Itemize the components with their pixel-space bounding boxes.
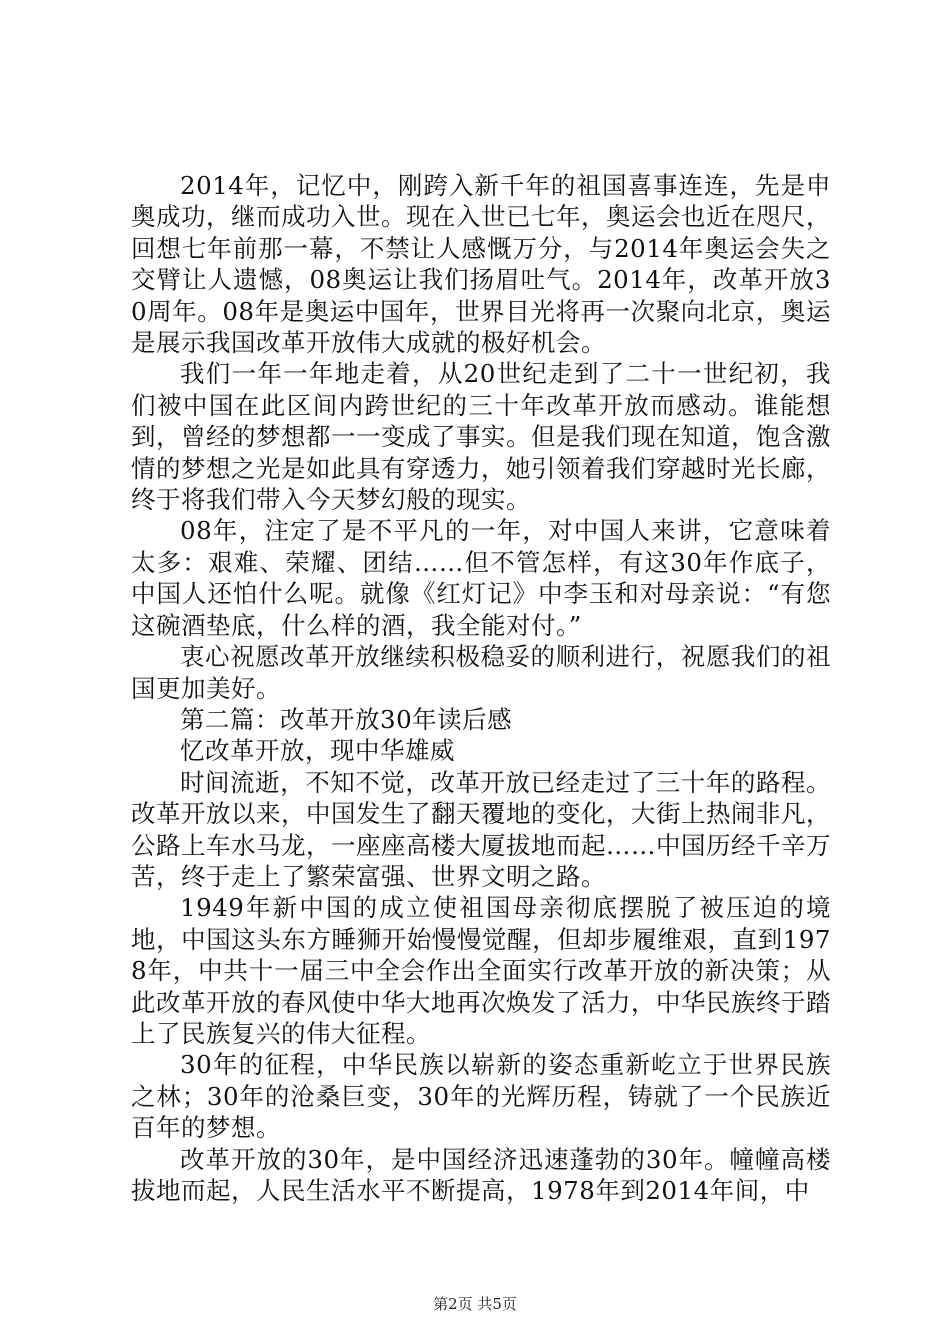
paragraph: 衷心祝愿改革开放继续积极稳妥的顺利进行，祝愿我们的祖国更加美好。 <box>131 642 831 703</box>
section-heading: 第二篇：改革开放30年读后感 <box>180 704 513 734</box>
paragraph: 1949年新中国的成立使祖国母亲彻底摆脱了被压迫的境地，中国这头东方睡狮开始慢慢觉醒，但却步履维艰，直到1978年，中共十一届三中全会作出全面实行改革开放的新决策；从此改革开放的春风使中华大地再次焕发了活力，中华民族终于踏上了民族复兴的伟大征程。 <box>131 893 831 1048</box>
page-number-footer: 第2页 共5页 <box>433 1295 517 1313</box>
paragraph: 我们一年一年地走着，从20世纪走到了二十一世纪初，我们被中国在此区间内跨世纪的三十年改革开放而感动。谁能想到，曾经的梦想都一一变成了事实。但是我们现在知道，饱含激情的梦想之光是如此具有穿透力，她引领着我们穿越时光长廊，终于将我们带入今天梦幻般的现实。 <box>131 359 831 515</box>
paragraph: 2014年，记忆中，刚跨入新千年的祖国喜事连连，先是申奥成功，继而成功入世。现在入世已七年，奥运会也近在咫尺，回想七年前那一幕，不禁让人感慨万分，与2014年奥运会失之交臂让人遗憾，08奥运让我们扬眉吐气。2014年，改革开放30周年。08年是奥运中国年，世界目光将再一次聚向北京，奥运是展示我国改革开放伟大成就的极好机会。 <box>131 171 831 358</box>
paragraph: 改革开放的30年，是中国经济迅速蓬勃的30年。幢幢高楼拔地而起，人民生活水平不断提高，1978年到2014年间，中 <box>131 1144 831 1205</box>
paragraph: 时间流逝，不知不觉，改革开放已经走过了三十年的路程。改革开放以来，中国发生了翻天覆地的变化，大街上热闹非凡，公路上车水马龙，一座座高楼大厦拔地而起……中国历经千辛万苦，终于走上了繁荣富强、世界文明之路。 <box>131 767 831 891</box>
paragraph: 30年的征程，中华民族以崭新的姿态重新屹立于世界民族之林；30年的沧桑巨变，30年的光辉历程，铸就了一个民族近百年的梦想。 <box>131 1050 831 1143</box>
section-subtitle: 忆改革开放，现中华雄威 <box>180 736 455 766</box>
document-body <box>131 170 831 1206</box>
paragraph: 08年，注定了是不平凡的一年，对中国人来讲，它意味着太多：艰难、荣耀、团结……但不管怎样，有这30年作底子，中国人还怕什么呢。就像《红灯记》中李玉和对母亲说：“有您这碗酒垫底，什么样的酒，我全能对付。” <box>131 516 831 640</box>
